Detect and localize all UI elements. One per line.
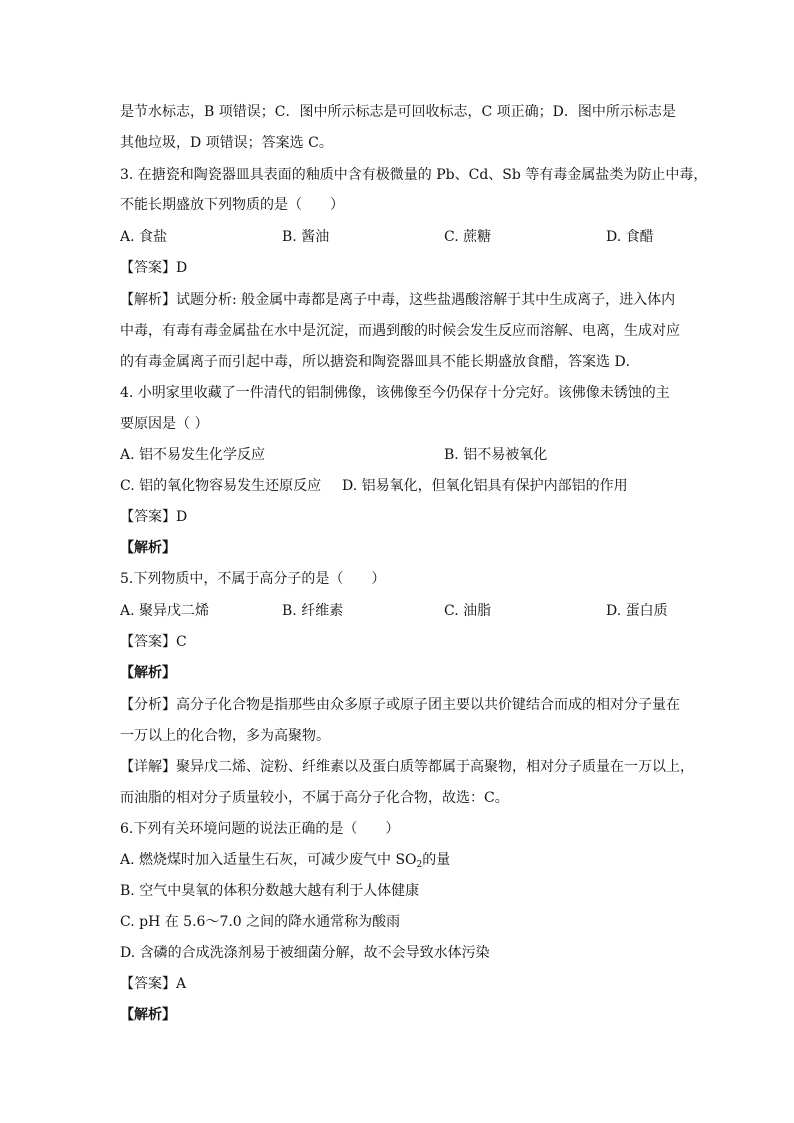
question-5-answer: 【答案】C xyxy=(120,634,187,650)
question-4-option-c: C. 铝的氧化物容易发生还原反应 xyxy=(120,478,322,494)
question-5-option-a: A. 聚异戊二烯 xyxy=(120,603,210,619)
question-5-fenxi-line-1: 【分析】高分子化合物是指那些由众多原子或原子团主要以共价键结合而成的相对分子量在 xyxy=(120,697,680,713)
question-4-option-b: B. 铝不易被氧化 xyxy=(444,447,548,463)
question-6-option-c: C. pH 在 5.6～7.0 之间的降水通常称为酸雨 xyxy=(120,914,401,930)
document-page xyxy=(120,0,708,1123)
question-4-stem-line-2: 要原因是（ ） xyxy=(120,416,209,432)
question-5-option-c: C. 油脂 xyxy=(444,603,492,619)
question-4-answer: 【答案】D xyxy=(120,509,188,525)
question-3-option-c: C. 蔗糖 xyxy=(444,229,492,245)
question-6-option-a-tail: 的量 xyxy=(422,852,451,868)
question-3-stem-line-1: 3. 在搪瓷和陶瓷器皿具表面的釉质中含有极微量的 Pb、Cd、Sb 等有毒金属盐类为防止中毒， xyxy=(120,167,708,183)
question-4-analysis: 【解析】 xyxy=(120,540,176,556)
question-6-stem: 6.下列有关环境问题的说法正确的是（ ） xyxy=(120,821,400,837)
question-5-stem: 5.下列物质中，不属于高分子的是（ ） xyxy=(120,571,386,587)
question-5-option-b: B. 纤维素 xyxy=(282,603,344,619)
question-3-analysis-line-3: 的有毒金属离子而引起中毒，所以搪瓷和陶瓷器皿具不能长期盛放食醋，答案选 D． xyxy=(120,354,640,370)
question-6-option-a-subscript: 2 xyxy=(416,860,423,870)
question-3-option-a: A. 食盐 xyxy=(120,229,168,245)
question-5-analysis: 【解析】 xyxy=(120,665,176,681)
question-5-xiangjie-line-2: 而油脂的相对分子质量较小，不属于高分子化合物，故选：C。 xyxy=(120,790,509,806)
question-6-option-a xyxy=(120,850,450,870)
question-6-option-a-text: A. 燃烧煤时加入适量生石灰，可减少废气中 SO xyxy=(120,852,417,868)
question-6-analysis: 【解析】 xyxy=(120,1007,176,1023)
question-3-option-d: D. 食醋 xyxy=(606,229,654,245)
question-4-option-a: A. 铝不易发生化学反应 xyxy=(120,447,266,463)
question-6-option-d: D. 含磷的合成洗涤剂易于被细菌分解，故不会导致水体污染 xyxy=(120,945,490,961)
prev-explanation-line-2: 其他垃圾，D 项错误；答案选 C。 xyxy=(120,135,333,151)
question-5-option-d: D. 蛋白质 xyxy=(606,603,668,619)
question-3-option-b: B. 酱油 xyxy=(282,229,330,245)
question-4-stem-line-1: 4. 小明家里收藏了一件清代的铝制佛像，该佛像至今仍保存十分完好。该佛像未锈蚀的主 xyxy=(120,385,670,401)
question-3-stem-line-2: 不能长期盛放下列物质的是（ ） xyxy=(120,197,344,213)
question-4-option-d: D. 铝易氧化，但氧化铝具有保护内部铝的作用 xyxy=(342,478,628,494)
question-6-option-b: B. 空气中臭氧的体积分数越大越有利于人体健康 xyxy=(120,883,420,899)
question-5-xiangjie-line-1: 【详解】聚异戊二烯、淀粉、纤维素以及蛋白质等都属于高聚物，相对分子质量在一万以上， xyxy=(120,759,694,775)
question-3-answer: 【答案】D xyxy=(120,260,188,276)
prev-explanation-line-1: 是节水标志，B 项错误；C．图中所示标志是可回收标志，C 项正确；D．图中所示标志是 xyxy=(120,104,676,120)
question-6-answer: 【答案】A xyxy=(120,976,187,992)
question-5-fenxi-line-2: 一万以上的化合物，多为高聚物。 xyxy=(120,728,330,744)
question-3-analysis-line-1: 【解析】试题分析: 般金属中毒都是离子中毒，这些盐遇酸溶解于其中生成离子，进入体内 xyxy=(120,292,676,308)
question-3-analysis-line-2: 中毒，有毒有毒金属盐在水中是沉淀，而遇到酸的时候会发生反应而溶解、电离，生成对应 xyxy=(120,323,680,339)
